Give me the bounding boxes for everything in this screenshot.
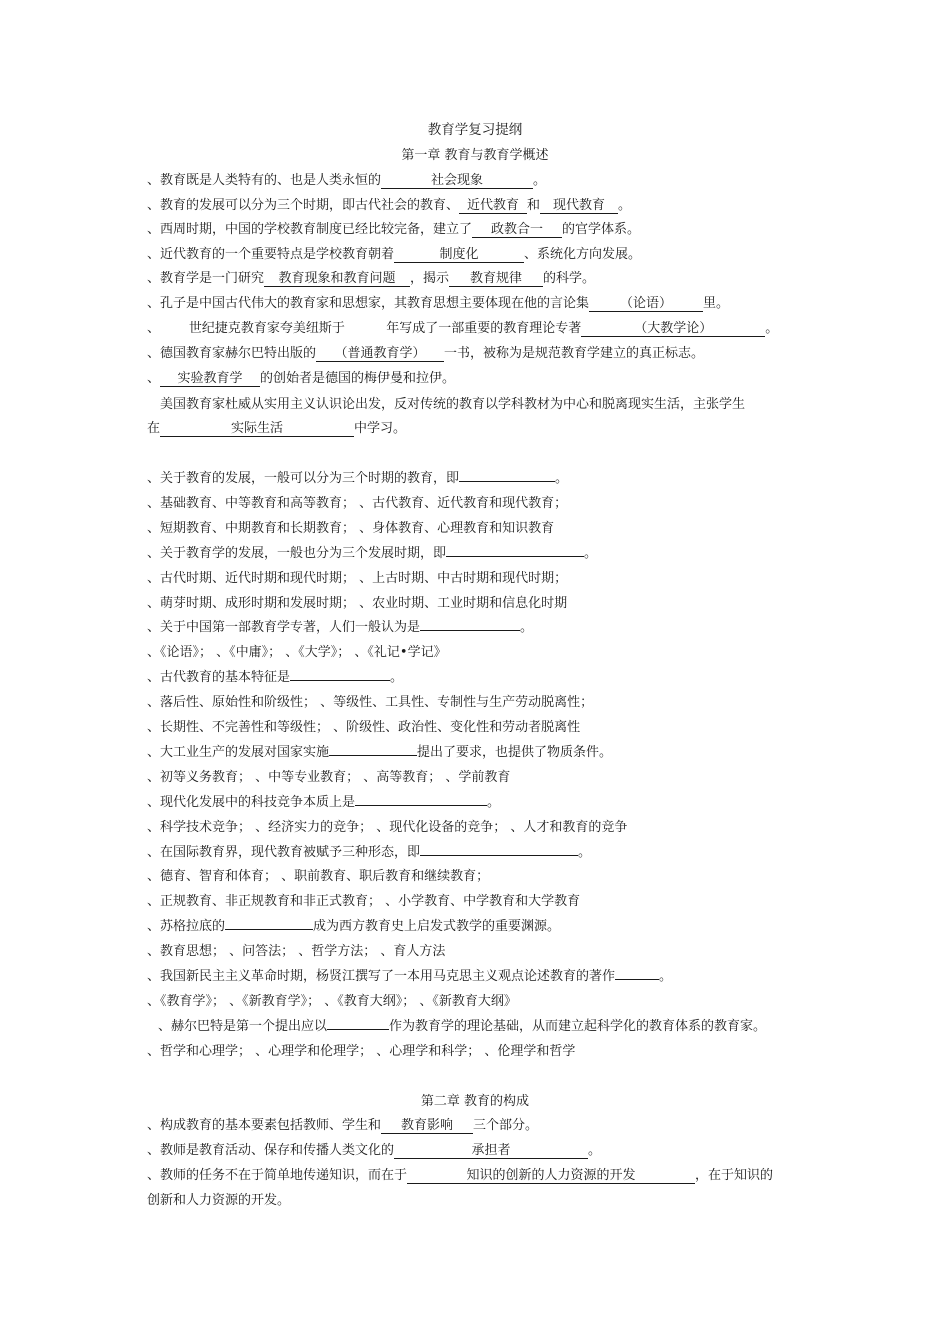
answer-blank <box>329 755 417 756</box>
question: 、苏格拉底的 成为西方教育史上启发式教学的重要渊源。 <box>147 919 561 934</box>
fill-item: 、近代教育的一个重要特点是学校教育朝着 制度化 、系统化方向发展。 <box>147 247 642 262</box>
answer-blank: 社会现象 <box>381 173 533 189</box>
answer-blank <box>290 680 390 681</box>
answer-blank <box>355 805 487 806</box>
options: 、古代时期、近代时期和现代时期； 、上古时期、中古时期和现代时期； <box>147 571 568 586</box>
answer-blank: （大教学论） <box>581 321 765 337</box>
question: 、大工业生产的发展对国家实施 提出了要求，也提供了物质条件。 <box>147 745 613 760</box>
answer-blank: 现代教育 <box>540 198 618 214</box>
fill-item: 、德国教育家赫尔巴特出版的 （普通教育学） 一书，被称为是规范教育学建立的真正标志。 <box>147 346 705 361</box>
answer-blank: 教育现象和教育问题 <box>264 271 410 287</box>
options: 、基础教育、中等教育和高等教育； 、古代教育、近代教育和现代教育； <box>147 496 568 511</box>
answer-blank <box>446 556 584 557</box>
question: 、古代教育的基本特征是 。 <box>147 670 404 685</box>
answer-blank: 知识的创新的人力资源的开发 <box>407 1168 695 1184</box>
fill-item: 、教育学是一门研究 教育现象和教育问题 ，揭示 教育规律 的科学。 <box>147 271 596 286</box>
answer-blank: 教育影响 <box>381 1118 473 1134</box>
fill-item: 在 实际生活 中学习。 <box>147 421 407 436</box>
fill-item: 、孔子是中国古代伟大的教育家和思想家，其教育思想主要体现在他的言论集 （论语） 里。 <box>147 296 730 311</box>
answer-blank <box>420 855 578 856</box>
question: 、现代化发展中的科技竞争本质上是 。 <box>147 795 501 810</box>
doc-title: 教育学复习提纲 <box>427 122 523 138</box>
fill-item: 、教育既是人类特有的、也是人类永恒的 社会现象 。 <box>147 173 547 188</box>
options: 、《论语》； 、《中庸》； 、《大学》； 、《礼记•学记》 <box>147 645 447 660</box>
options: 、德育、智育和体育； 、职前教育、职后教育和继续教育； <box>147 869 490 884</box>
fill-item: 、教育的发展可以分为三个时期，即古代社会的教育、 近代教育 和 现代教育 。 <box>147 198 632 213</box>
chapter-2-heading: 第二章 教育的构成 <box>420 1094 530 1109</box>
question: 、我国新民主主义革命时期，杨贤江撰写了一本用马克思主义观点论述教育的著作 。 <box>147 969 673 984</box>
options: 、落后性、原始性和阶级性； 、等级性、工具性、专制性与生产劳动脱离性； <box>147 695 594 710</box>
fill-item: 、构成教育的基本要素包括教师、学生和 教育影响 三个部分。 <box>147 1118 539 1133</box>
fill-item: 、教师是教育活动、保存和传播人类文化的 承担者 。 <box>147 1143 602 1158</box>
answer-blank: 实验教育学 <box>160 371 260 387</box>
question: 、在国际教育界，现代教育被赋予三种形态，即 。 <box>147 845 592 860</box>
answer-blank: 制度化 <box>394 247 524 263</box>
options: 、长期性、不完善性和等级性； 、阶级性、政治性、变化性和劳动者脱离性 <box>147 720 581 735</box>
answer-blank: 政教合一 <box>472 222 562 238</box>
answer-blank <box>327 1029 389 1030</box>
question: 、关于教育学的发展，一般也分为三个发展时期，即 。 <box>147 546 598 561</box>
options: 、初等义务教育； 、中等专业教育； 、高等教育； 、学前教育 <box>147 770 511 785</box>
fill-item: 、 世纪捷克教育家夸美纽斯于 年写成了一部重要的教育理论专著 （大教学论） 。 <box>147 321 779 336</box>
options: 、哲学和心理学； 、心理学和伦理学； 、心理学和科学； 、伦理学和哲学 <box>147 1044 576 1059</box>
fill-item: 、教师的任务不在于简单地传递知识，而在于 知识的创新的人力资源的开发 ，在于知识的 <box>147 1168 774 1183</box>
question: 、赫尔巴特是第一个提出应以 作为教育学的理论基础，从而建立起科学化的教育体系的教育家。 <box>158 1019 767 1034</box>
answer-blank <box>225 929 313 930</box>
answer-blank: （论语） <box>589 296 703 312</box>
answer-blank: 承担者 <box>394 1143 588 1159</box>
answer-blank <box>459 481 555 482</box>
options: 、萌芽时期、成形时期和发展时期； 、农业时期、工业时期和信息化时期 <box>147 596 568 611</box>
question: 、关于中国第一部教育学专著，人们一般认为是 。 <box>147 620 534 635</box>
options: 、教育思想； 、问答法； 、哲学方法； 、育人方法 <box>147 944 446 959</box>
options: 、《教育学》； 、《新教育学》； 、《教育大纲》； 、《新教育大纲》 <box>147 994 517 1009</box>
options: 、科学技术竞争； 、经济实力的竞争； 、现代化设备的竞争； 、人才和教育的竞争 <box>147 820 628 835</box>
options: 、正规教育、非正规教育和非正式教育； 、小学教育、中学教育和大学教育 <box>147 894 581 909</box>
fill-item: 、 实验教育学 的创始者是德国的梅伊曼和拉伊。 <box>147 371 456 386</box>
chapter-1-heading: 第一章 教育与教育学概述 <box>401 148 549 163</box>
paragraph-line: 创新和人力资源的开发。 <box>147 1193 291 1208</box>
answer-blank: 教育规律 <box>449 271 543 287</box>
answer-blank <box>420 630 520 631</box>
options: 、短期教育、中期教育和长期教育； 、身体教育、心理教育和知识教育 <box>147 521 555 536</box>
answer-blank: 实际生活 <box>160 421 354 437</box>
answer-blank: （普通教育学） <box>316 346 444 362</box>
fill-item: 、西周时期，中国的学校教育制度已经比较完备，建立了 政教合一 的官学体系。 <box>147 222 641 237</box>
paragraph-line: 美国教育家杜威从实用主义认识论出发，反对传统的教育以学科教材为中心和脱离现实生活，主张学生 <box>160 397 746 412</box>
answer-blank <box>615 979 659 980</box>
answer-blank: 近代教育 <box>459 198 527 214</box>
question: 、关于教育的发展，一般可以分为三个时期的教育，即 。 <box>147 471 569 486</box>
